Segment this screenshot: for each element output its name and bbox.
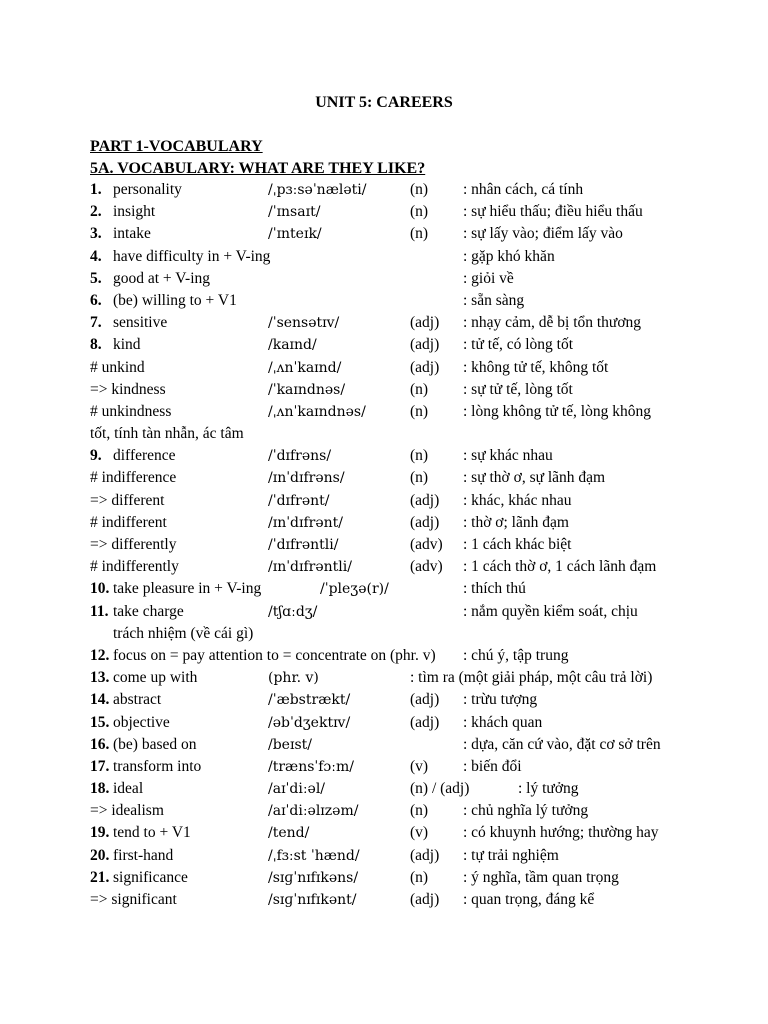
vocab-row	[0, 492, 768, 514]
meaning: : nắm quyền kiểm soát, chịu	[463, 602, 638, 620]
vocab-word: have difficulty in + V-ing	[113, 247, 271, 265]
meaning: : sự thờ ơ, sự lãnh đạm	[463, 469, 606, 487]
part-heading: PART 1-VOCABULARY	[90, 138, 263, 155]
vocab-row	[0, 736, 768, 758]
part-of-speech: (n)	[410, 225, 429, 243]
meaning: : lòng không tử tế, lòng không	[463, 402, 651, 420]
vocab-word: => idealism	[90, 802, 164, 820]
vocab-word: ideal	[113, 780, 144, 798]
vocab-word: good at + V-ing	[113, 269, 211, 287]
meaning: : trừu tượng	[463, 691, 538, 709]
item-number: 19.	[90, 824, 110, 842]
vocab-row	[0, 425, 768, 447]
meaning: : chú ý, tập trung	[463, 646, 569, 664]
vocab-word: (be) willing to + V1	[113, 291, 237, 309]
vocab-word: sensitive	[113, 314, 168, 332]
item-number: 13.	[90, 669, 110, 687]
phonetic: /ˈkaɪndnəs/	[268, 381, 346, 398]
vocab-word: abstract	[113, 691, 162, 709]
vocab-row	[0, 802, 768, 824]
vocab-row	[0, 225, 768, 247]
phonetic: /ɪnˈdɪfrənt/	[268, 514, 344, 531]
part-of-speech: (n)	[410, 469, 429, 487]
meaning: : chủ nghĩa lý tưởng	[463, 802, 589, 820]
vocab-row	[0, 691, 768, 713]
page-title: UNIT 5: CAREERS	[315, 94, 453, 111]
phonetic: /trænsˈfɔːm/	[268, 758, 354, 775]
meaning: : tìm ra (một giải pháp, một câu trả lời)	[410, 669, 653, 687]
item-number: 2.	[90, 203, 102, 221]
item-number: 4.	[90, 247, 102, 265]
part-of-speech: (n)	[410, 802, 429, 820]
vocab-row	[0, 625, 768, 647]
meaning: : nhạy cảm, dễ bị tổn thương	[463, 314, 642, 332]
phonetic: /aɪˈdiːəlɪzəm/	[268, 803, 359, 820]
meaning: : sự lấy vào; điểm lấy vào	[463, 225, 623, 243]
vocab-row	[0, 381, 768, 403]
part-of-speech: (n) / (adj)	[410, 780, 470, 798]
part-of-speech: (adv)	[410, 536, 443, 553]
phonetic: /ˈpleʒə(r)/	[320, 581, 389, 598]
vocab-row	[0, 447, 768, 469]
vocab-row	[0, 824, 768, 846]
phonetic: /ˈdɪfrəns/	[268, 448, 332, 465]
meaning: : lý tưởng	[518, 780, 579, 798]
meaning: : nhân cách, cá tính	[463, 181, 584, 198]
meaning: : không tử tế, không tốt	[463, 358, 609, 376]
meaning: : giỏi về	[463, 269, 514, 287]
part-of-speech: (n)	[410, 402, 429, 420]
vocab-row	[0, 780, 768, 802]
meaning: : có khuynh hướng; thường hay	[463, 824, 659, 842]
vocab-row	[0, 359, 768, 381]
item-number: 12.	[90, 646, 110, 664]
item-number: 18.	[90, 780, 110, 798]
vocab-row	[0, 647, 768, 669]
item-number: 5.	[90, 269, 102, 287]
meaning: : biến đổi	[463, 757, 522, 775]
vocab-word: => differently	[90, 536, 177, 553]
vocab-row	[0, 758, 768, 780]
phonetic: /ɪnˈdɪfrəns/	[268, 470, 345, 487]
vocab-word: => kindness	[90, 380, 166, 398]
phonetic: /beɪst/	[268, 736, 312, 753]
part-of-speech: (n)	[410, 203, 429, 221]
meaning: : khác, khác nhau	[463, 491, 572, 509]
vocab-word: personality	[113, 181, 182, 198]
item-number: 3.	[90, 225, 102, 243]
part-of-speech: (v)	[410, 824, 429, 842]
vocab-row	[0, 403, 768, 425]
section-heading: 5A. VOCABULARY: WHAT ARE THEY LIKE?	[90, 160, 426, 177]
vocab-row	[0, 891, 768, 913]
item-number: 11.	[90, 602, 109, 620]
meaning: : gặp khó khăn	[463, 247, 555, 265]
meaning: : 1 cách thờ ơ, 1 cách lãnh đạm	[463, 558, 657, 576]
part-of-speech: (n)	[410, 181, 429, 198]
phonetic: /sɪɡˈnɪfɪkənt/	[268, 892, 357, 908]
phonetic: /tʃɑːdʒ/	[268, 603, 318, 620]
vocab-word: # indifferently	[90, 558, 179, 576]
phonetic: /ˈsensətɪv/	[268, 315, 340, 332]
part-of-speech: (n)	[410, 868, 429, 886]
item-number: 7.	[90, 314, 102, 332]
meaning: : sự tử tế, lòng tốt	[463, 380, 573, 398]
meaning: : khách quan	[463, 713, 543, 731]
phonetic: /aɪˈdiːəl/	[268, 781, 326, 798]
phonetic: /ˌʌnˈkaɪnd/	[268, 359, 342, 376]
meaning: : quan trọng, đáng kể	[463, 891, 595, 908]
meaning: : dựa, căn cứ vào, đặt cơ sở trên	[463, 735, 661, 753]
vocab-row	[0, 869, 768, 891]
meaning: : ý nghĩa, tầm quan trọng	[463, 868, 619, 886]
phonetic: /əbˈdʒektɪv/	[268, 714, 351, 731]
phonetic: /tend/	[268, 825, 310, 842]
vocab-row	[0, 603, 768, 625]
item-number: 1.	[90, 181, 102, 198]
part-of-speech: (adj)	[410, 846, 440, 864]
vocab-row	[0, 248, 768, 270]
vocab-row	[0, 292, 768, 314]
item-number: 21.	[90, 868, 110, 886]
item-number: 20.	[90, 846, 110, 864]
meaning: : tự trải nghiệm	[463, 846, 559, 864]
vocab-word: difference	[113, 447, 176, 465]
vocab-word: tend to + V1	[113, 824, 191, 842]
vocab-row	[0, 203, 768, 225]
vocab-word: insight	[113, 203, 156, 221]
vocab-row	[0, 181, 768, 203]
part-of-speech: (adj)	[410, 358, 440, 376]
meaning: : thích thú	[463, 580, 526, 598]
vocab-row	[0, 714, 768, 736]
item-number: 6.	[90, 291, 102, 309]
vocab-word: first-hand	[113, 846, 174, 864]
part-of-speech: (adj)	[410, 713, 440, 731]
phonetic: /ɪnˈdɪfrəntli/	[268, 559, 352, 576]
part-of-speech: (adj)	[410, 691, 440, 709]
meaning: : tử tế, có lòng tốt	[463, 336, 573, 354]
part-of-speech: (n)	[410, 447, 429, 465]
meaning: : thờ ơ; lãnh đạm	[463, 513, 569, 531]
vocab-row	[0, 314, 768, 336]
vocab-word: transform into	[113, 757, 202, 775]
phonetic: /ˈdɪfrəntli/	[268, 537, 339, 553]
phonetic: /ˈdɪfrənt/	[268, 492, 330, 509]
vocab-word: => significant	[90, 891, 177, 908]
vocab-word: focus on = pay attention to = concentrate on (phr. v)	[113, 646, 436, 664]
continuation-text: trách nhiệm (về cái gì)	[113, 624, 254, 642]
vocab-row	[0, 270, 768, 292]
item-number: 10.	[90, 580, 110, 598]
item-number: 17.	[90, 757, 110, 775]
vocab-word: # indifferent	[90, 513, 167, 531]
part-of-speech: (adv)	[410, 558, 443, 576]
vocab-row	[0, 536, 768, 558]
vocab-word: significance	[113, 868, 188, 886]
phonetic: /ˌpɜːsəˈnæləti/	[268, 182, 367, 198]
phonetic: /ˌfɜːst ˈhænd/	[268, 847, 360, 864]
phonetic: (phr. v)	[268, 670, 319, 687]
vocab-word: (be) based on	[113, 735, 197, 753]
vocabulary-list	[0, 181, 768, 913]
vocab-word: # unkind	[90, 358, 145, 376]
vocab-word: take charge	[113, 602, 184, 620]
part-of-speech: (adj)	[410, 513, 440, 531]
vocab-word: kind	[113, 336, 141, 354]
phonetic: /ˌʌnˈkaɪndnəs/	[268, 403, 366, 420]
vocab-row	[0, 336, 768, 358]
vocab-row	[0, 847, 768, 869]
part-of-speech: (adj)	[410, 314, 440, 332]
meaning: : 1 cách khác biệt	[463, 536, 572, 553]
meaning: : sự khác nhau	[463, 447, 553, 465]
item-number: 8.	[90, 336, 102, 354]
vocab-row	[0, 469, 768, 491]
part-of-speech: (adj)	[410, 336, 440, 354]
phonetic: /ˈɪnteɪk/	[268, 226, 322, 243]
vocab-word: take pleasure in + V-ing	[113, 580, 262, 598]
vocab-word: intake	[113, 225, 151, 243]
phonetic: /ˈɪnsaɪt/	[268, 204, 321, 221]
part-of-speech: (v)	[410, 757, 429, 775]
vocab-row	[0, 669, 768, 691]
meaning: : sẵn sàng	[463, 291, 525, 309]
item-number: 16.	[90, 735, 110, 753]
part-of-speech: (adj)	[410, 491, 440, 509]
vocab-word: objective	[113, 713, 170, 731]
item-number: 15.	[90, 713, 110, 731]
vocab-word: # indifference	[90, 469, 177, 487]
phonetic: /kaɪnd/	[268, 337, 317, 354]
part-of-speech: (n)	[410, 380, 429, 398]
part-of-speech: (adj)	[410, 891, 440, 908]
vocab-word: => different	[90, 491, 165, 509]
phonetic: /sɪɡˈnɪfɪkəns/	[268, 869, 359, 886]
vocab-row	[0, 558, 768, 580]
item-number: 9.	[90, 447, 102, 465]
vocab-row	[0, 514, 768, 536]
vocab-word: # unkindness	[90, 402, 172, 420]
vocab-word: come up with	[113, 669, 198, 687]
phonetic: /ˈæbstrækt/	[268, 692, 351, 709]
continuation-text: tốt, tính tàn nhẫn, ác tâm	[90, 425, 244, 443]
meaning: : sự hiểu thấu; điều hiểu thấu	[463, 203, 643, 221]
item-number: 14.	[90, 691, 110, 709]
vocab-row	[0, 580, 768, 602]
